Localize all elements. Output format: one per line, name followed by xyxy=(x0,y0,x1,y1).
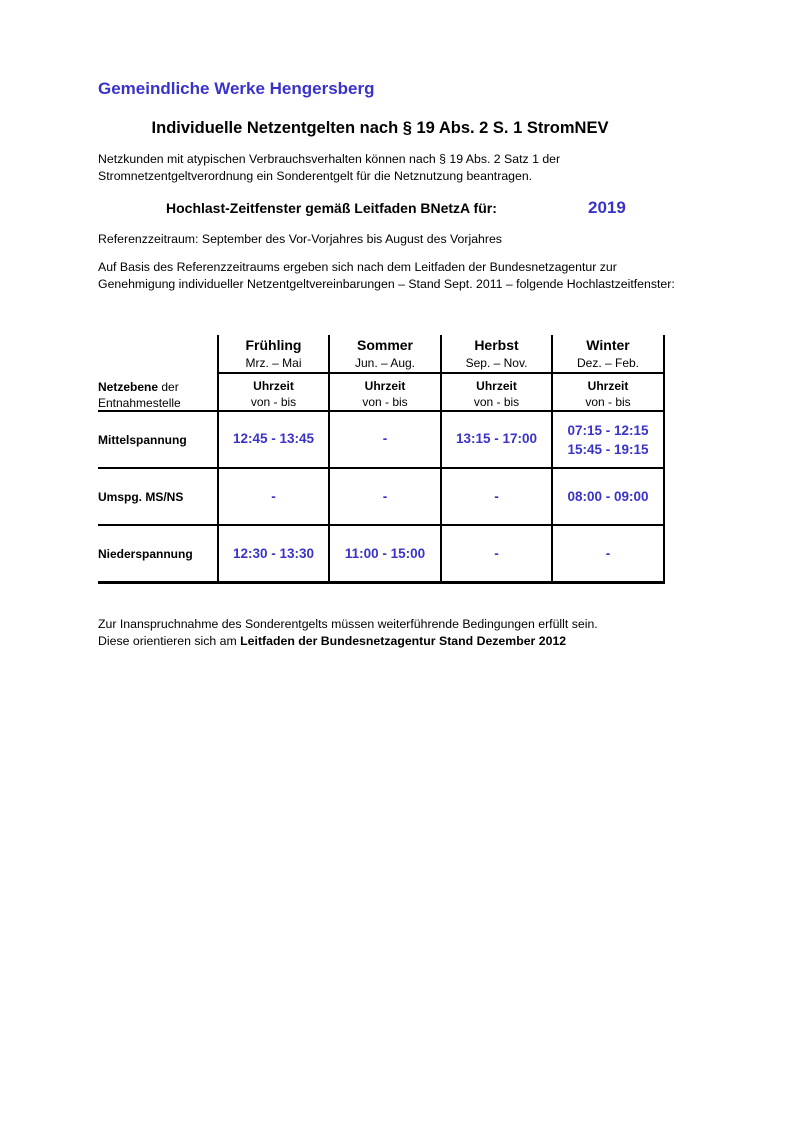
time-sub: von - bis xyxy=(473,395,520,409)
season-months: Sep. – Nov. xyxy=(465,356,528,370)
time-sub: von - bis xyxy=(250,395,297,409)
year-value: 2019 xyxy=(588,198,626,217)
time-value: 12:30 - 13:30 xyxy=(232,546,315,561)
time-value: - xyxy=(494,489,499,504)
time-value: - xyxy=(382,431,388,446)
season-months: Mrz. – Mai xyxy=(245,356,302,370)
season-name: Frühling xyxy=(245,337,302,353)
row-label: Mittelspannung xyxy=(98,433,187,447)
time-value: 13:15 - 17:00 xyxy=(455,431,538,446)
table-hline xyxy=(217,372,665,374)
footer-line1: Zur Inanspruchnahme des Sonderentgelts müssen weiterführende Bedingungen erfüllt sein. xyxy=(98,617,598,631)
time-value-pair xyxy=(553,421,663,459)
time-value: 11:00 - 15:00 xyxy=(344,546,426,561)
time-value: - xyxy=(605,546,611,561)
time-label: Uhrzeit xyxy=(364,379,406,393)
footer-line2-bold: Leitfaden der Bundesnetzagentur Stand Dezember 2012 xyxy=(240,633,567,648)
season-name: Herbst xyxy=(474,337,519,353)
time-sub: von - bis xyxy=(362,395,408,409)
time-value: - xyxy=(494,546,499,561)
footer-line2-prefix: Diese orientieren sich am xyxy=(98,633,241,648)
row-label: Umspg. MS/NS xyxy=(98,490,184,504)
table-hline xyxy=(98,467,665,469)
reference-period: Referenzzeitraum: September des Vor-Vorjahres bis August des Vorjahres xyxy=(98,232,502,246)
row-label: Niederspannung xyxy=(98,547,193,561)
time-value: 12:45 - 13:45 xyxy=(232,431,315,446)
row-header-rest: der xyxy=(158,380,179,394)
season-months: Dez. – Feb. xyxy=(576,356,640,370)
table-hline xyxy=(98,581,665,584)
row-header-bold: Netzebene xyxy=(98,380,159,394)
time-value: 08:00 - 09:00 xyxy=(567,489,649,504)
season-name: Sommer xyxy=(356,337,414,353)
time-value: 15:45 - 19:15 xyxy=(567,442,649,457)
time-sub: von - bis xyxy=(585,395,631,409)
page-title: Individuelle Netzentgelten nach § 19 Abs. 2 S. 1 StromNEV xyxy=(151,119,609,137)
footer-note xyxy=(98,616,678,649)
window-heading: Hochlast-Zeitfenster gemäß Leitfaden BNetzA für: xyxy=(166,200,497,216)
time-value: - xyxy=(271,489,276,504)
time-value: - xyxy=(382,489,388,504)
intro-text: Netzkunden mit atypischen Verbrauchsverhalten können nach § 19 Abs. 2 Satz 1 der Stromnetzentgeltverordnung ein Sonderentgelt für die Netznutzung beantragen. xyxy=(98,152,561,183)
company-name: Gemeindliche Werke Hengersberg xyxy=(98,79,375,98)
time-label: Uhrzeit xyxy=(587,379,629,393)
season-months: Jun. – Aug. xyxy=(354,356,416,370)
time-value: 07:15 - 12:15 xyxy=(567,423,649,438)
table-hline xyxy=(98,410,665,412)
row-header-line2: Entnahmestelle xyxy=(98,396,181,410)
basis-text: Auf Basis des Referenzzeitraums ergeben sich nach dem Leitfaden der Bundesnetzagentur zur Genehmigung individueller Netzentgeltvereinbarungen – Stand Sept. 2011 – folgende Hochlastzeitfenster: xyxy=(98,260,675,291)
table-hline xyxy=(98,524,665,526)
time-label: Uhrzeit xyxy=(476,379,517,393)
row-header-label xyxy=(98,379,181,411)
time-label: Uhrzeit xyxy=(253,379,294,393)
season-name: Winter xyxy=(586,337,630,353)
